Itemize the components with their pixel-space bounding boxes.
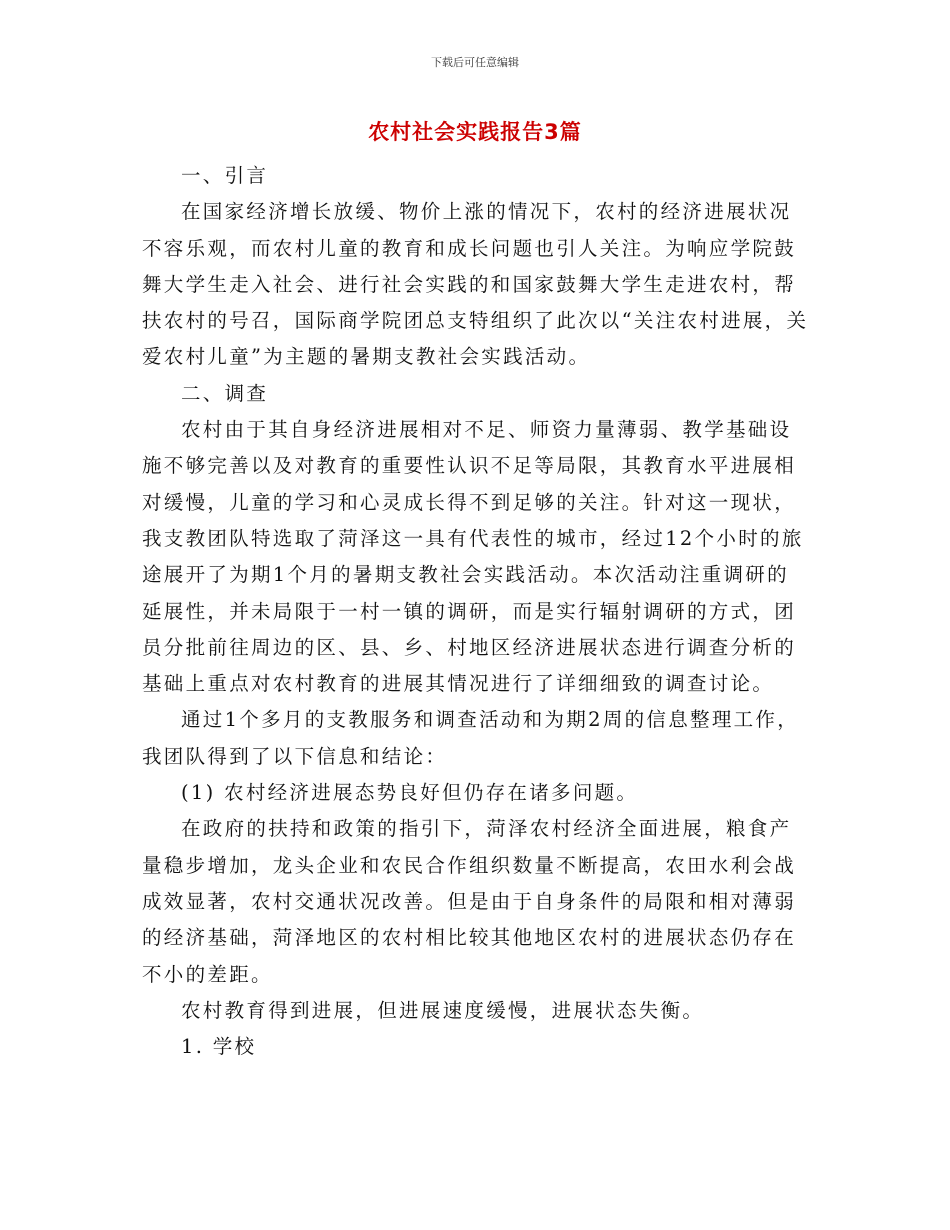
document-body	[142, 158, 810, 1065]
section-2-heading: 二、调查	[181, 381, 269, 405]
section-2-paragraph-2: 通过1个多月的支教服务和调查活动和为期2周的信息整理工作，我团队得到了以下信息和结论：	[142, 708, 800, 768]
section-1-heading: 一、引言	[181, 164, 269, 187]
point-1-heading: (1) 农村经济进展态势良好但仍存在诸多问题。	[181, 781, 639, 805]
page-header-note: 下载后可任意编辑	[431, 56, 519, 69]
item-1-heading: 1. 学校	[181, 1035, 257, 1059]
point-2-paragraph: 农村教育得到进展，但进展速度缓慢，进展状态失衡。	[181, 998, 705, 1022]
point-1-paragraph: 在政府的扶持和政策的指引下，菏泽农村经济全面进展，粮食产量稳步增加，龙头企业和农民合作组织数量不断提高，农田水利会战成效显著，农村交通状况改善。但是由于自身条件的局限和相对薄弱的经济基础，菏泽地区的农村相比较其他地区农村的进展状态仍存在不小的差距。	[142, 817, 797, 986]
section-1-paragraph: 在国家经济增长放缓、物价上涨的情况下，农村的经济进展状况不容乐观，而农村儿童的教育和成长问题也引人关注。为响应学院鼓舞大学生走入社会、进行社会实践的和国家鼓舞大学生走进农村，帮扶农村的号召，国际商学院团总支特组织了此次以“关注农村进展，关爱农村儿童”为主题的暑期支教社会实践活动。	[142, 200, 809, 369]
page-title: 农村社会实践报告3篇	[368, 120, 582, 144]
section-2-paragraph-1: 农村由于其自身经济进展相对不足、师资力量薄弱、教学基础设施不够完善以及对教育的重要性认识不足等局限，其教育水平进展相对缓慢，儿童的学习和心灵成长得不到足够的关注。针对这一现状，我支教团队特选取了菏泽这一具有代表性的城市，经过12个小时的旅途展开了为期1个月的暑期支教社会实践活动。本次活动注重调研的延展性，并未局限于一村一镇的调研，而是实行辐射调研的方式，团员分批前往周边的区、县、乡、村地区经济进展状态进行调查分析的基础上重点对农村教育的进展其情况进行了详细细致的调查讨论。	[142, 418, 804, 696]
